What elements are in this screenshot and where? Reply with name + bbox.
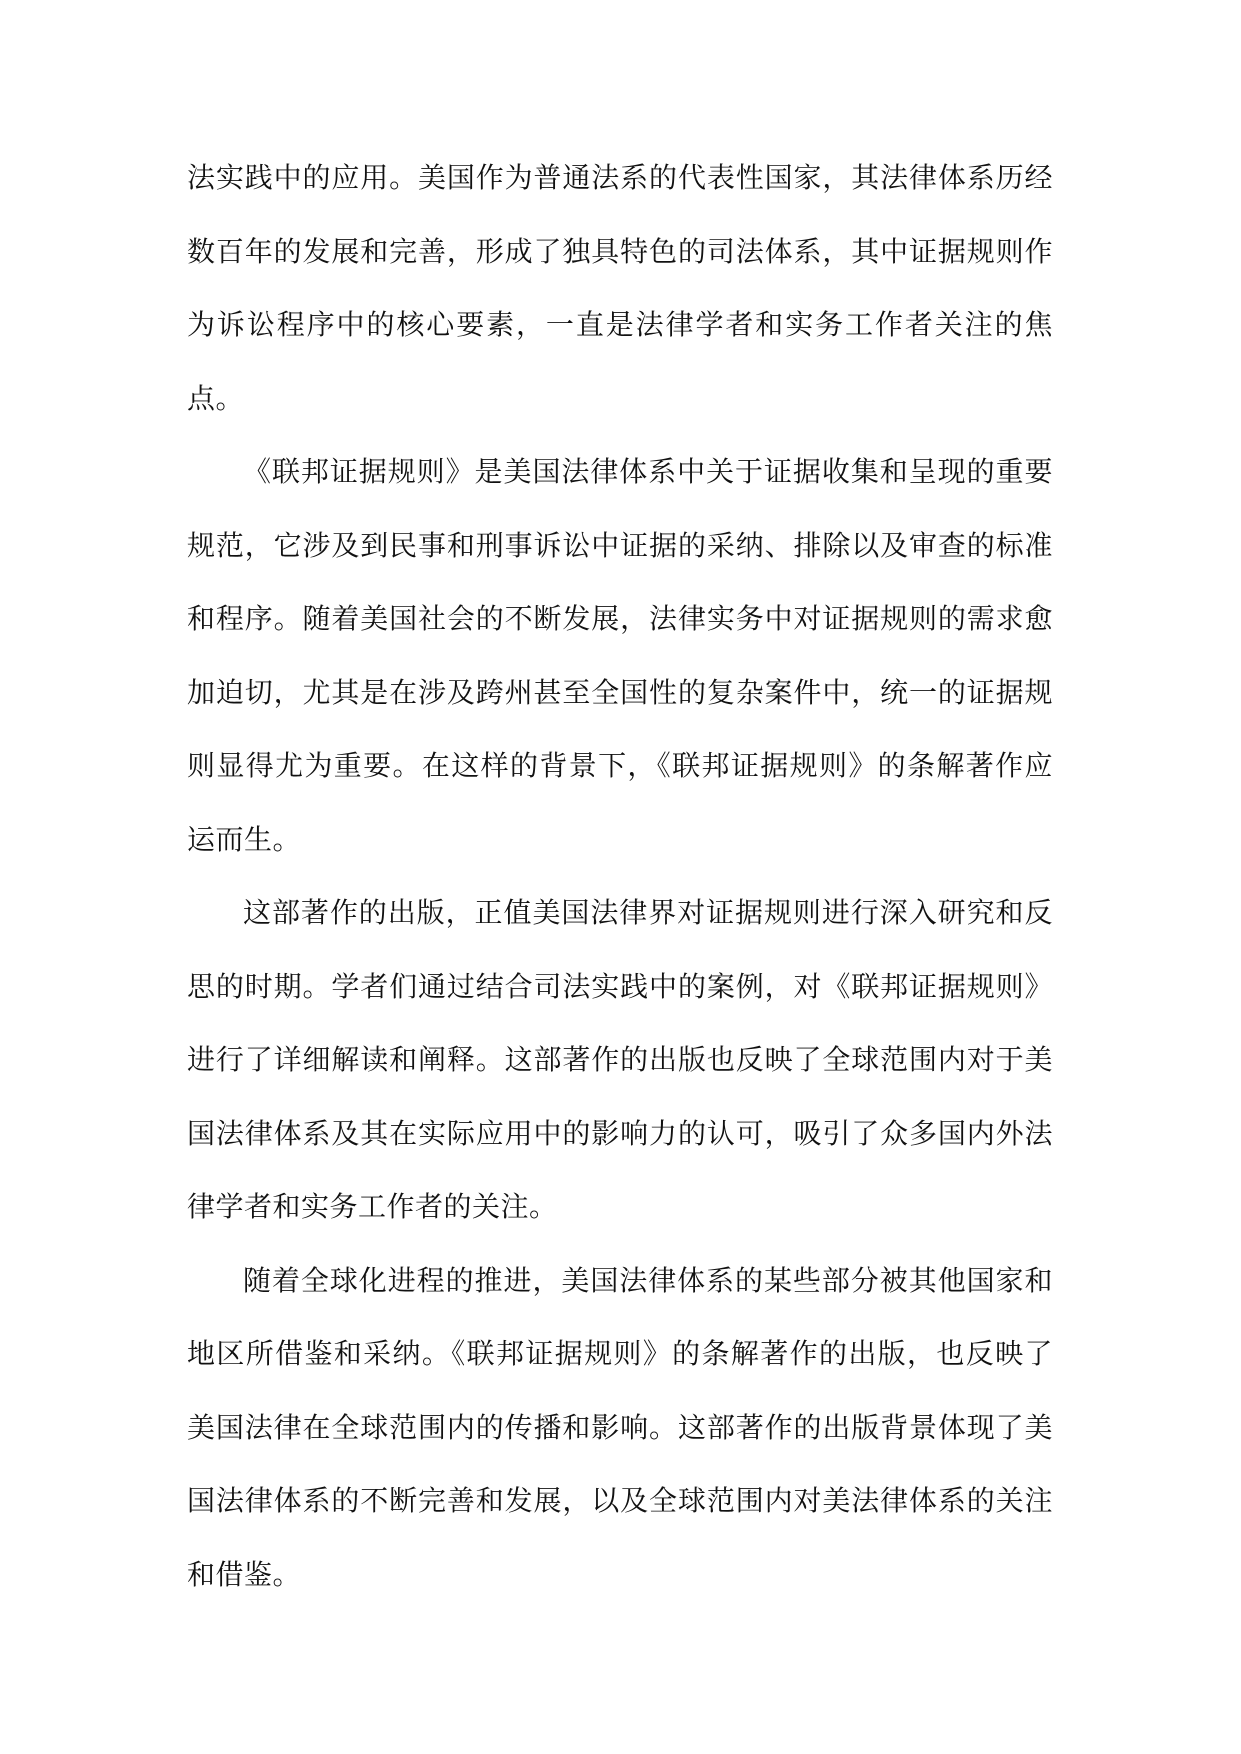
document-body (187, 141, 1053, 1611)
paragraph-continuation: 法实践中的应用。美国作为普通法系的代表性国家，其法律体系历经数百年的发展和完善，形成了独具特色的司法体系，其中证据规则作为诉讼程序中的核心要素，一直是法律学者和实务工作者关注的焦点。 (187, 161, 1053, 415)
paragraph: 随着全球化进程的推进，美国法律体系的某些部分被其他国家和地区所借鉴和采纳。《联邦证据规则》的条解著作的出版，也反映了美国法律在全球范围内的传播和影响。这部著作的出版背景体现了美国法律体系的不断完善和发展，以及全球范围内对美法律体系的关注和借鉴。 (187, 1263, 1053, 1591)
paragraph: 这部著作的出版，正值美国法律界对证据规则进行深入研究和反思的时期。学者们通过结合司法实践中的案例，对《联邦证据规则》进行了详细解读和阐释。这部著作的出版也反映了全球范围内对于美国法律体系及其在实际应用中的影响力的认可，吸引了众多国内外法律学者和实务工作者的关注。 (187, 896, 1053, 1223)
paragraph: 《联邦证据规则》是美国法律体系中关于证据收集和呈现的重要规范，它涉及到民事和刑事诉讼中证据的采纳、排除以及审查的标准和程序。随着美国社会的不断发展，法律实务中对证据规则的需求愈加迫切，尤其是在涉及跨州甚至全国性的复杂案件中，统一的证据规则显得尤为重要。在这样的背景下，《联邦证据规则》的条解著作应运而生。 (187, 455, 1053, 856)
